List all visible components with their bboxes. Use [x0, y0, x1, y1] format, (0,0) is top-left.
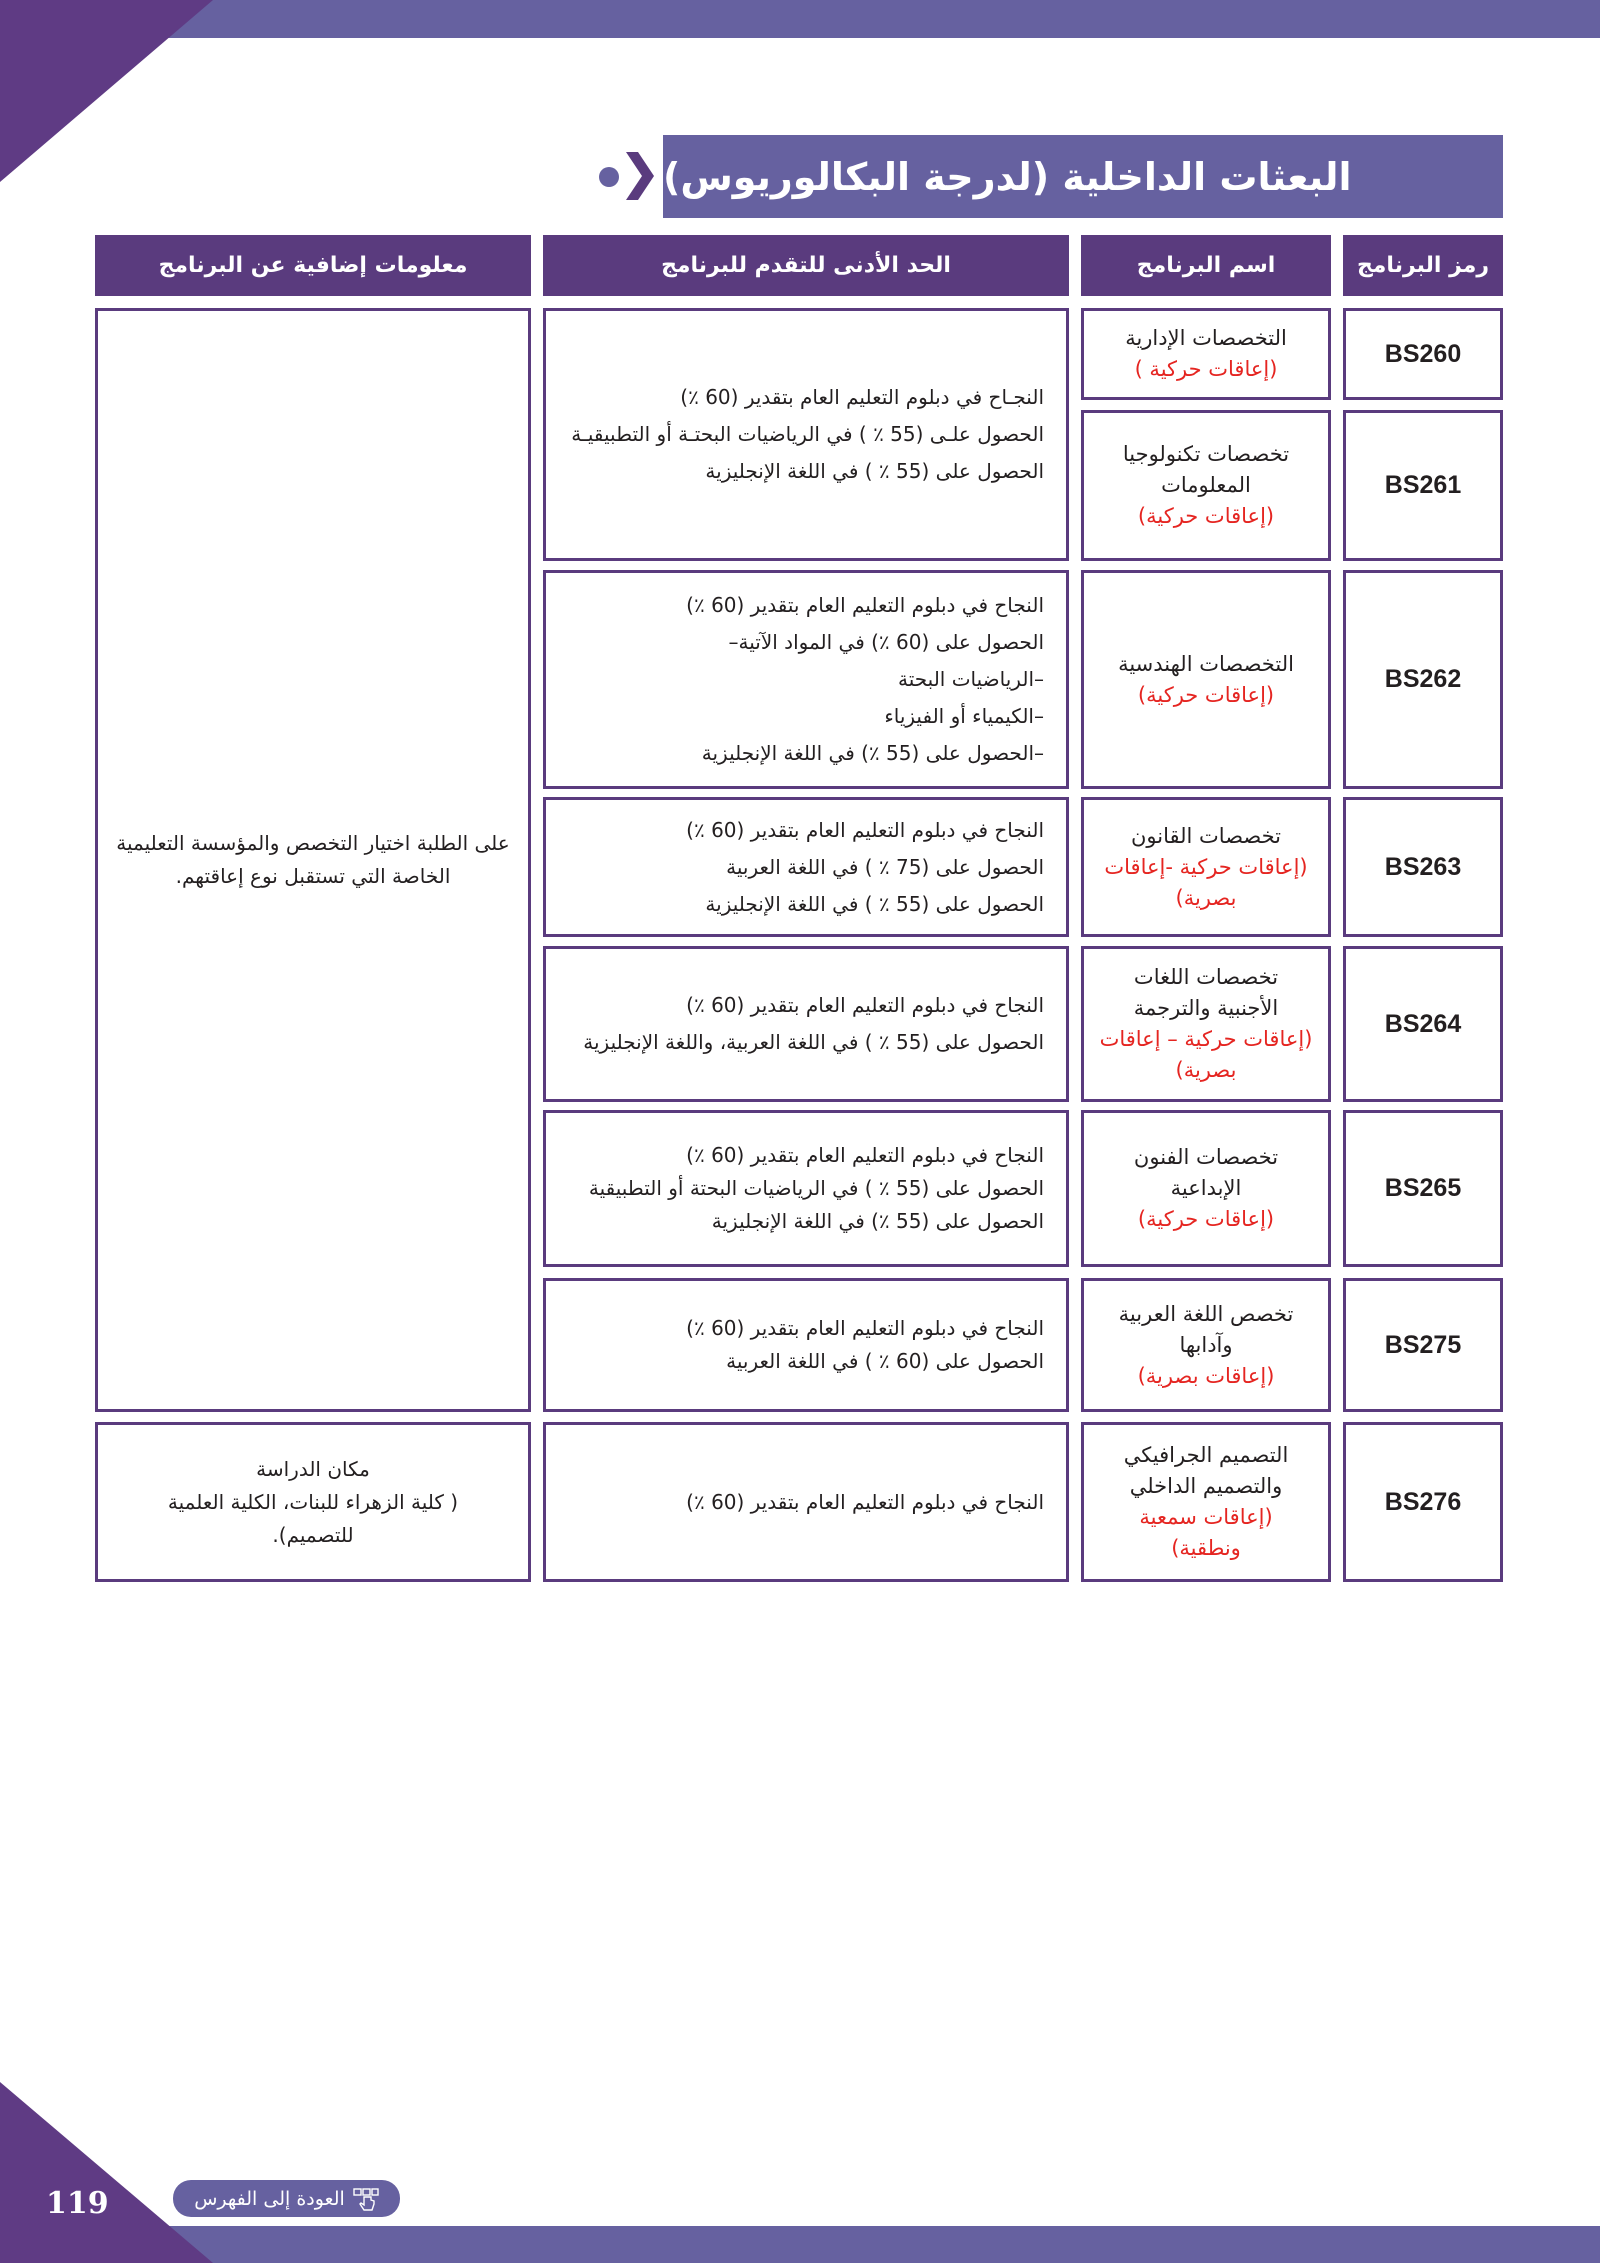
program-name-cell	[1081, 570, 1331, 789]
program-code: BS265	[1384, 1174, 1462, 1202]
back-to-index-label: العودة إلى الفهرس	[194, 2187, 345, 2210]
top-left-corner-triangle	[0, 0, 213, 182]
program-name-cell	[1081, 1110, 1331, 1267]
program-name-cell	[1081, 1422, 1331, 1582]
requirement-cell	[543, 946, 1069, 1102]
program-code: BS263	[1384, 852, 1462, 881]
program-name-cell	[1081, 308, 1331, 400]
page-number: 119	[46, 2186, 109, 2221]
chevron-bullet-icon	[596, 148, 656, 204]
disability-type: (إعاقات سمعية ونطقية)	[1139, 1505, 1273, 1560]
top-decorative-bar	[0, 0, 1600, 38]
additional-info-cell	[95, 308, 531, 1412]
study-location-title: مكان الدراسة	[256, 1456, 370, 1481]
requirement-line: النجاح في دبلوم التعليم العام بتقدير (60 ٪)	[686, 1316, 1044, 1340]
disability-type: (إعاقات بصرية)	[1137, 1363, 1275, 1388]
header-min-requirement: الحد الأدنى للتقدم للبرنامج	[543, 235, 1069, 296]
requirement-line: –الحصول على (55 ٪) في اللغة الإنجليزية	[701, 741, 1044, 765]
requirement-line: الحصول على (55 ٪ ) في اللغة العربية، واللغة الإنجليزية	[583, 1030, 1044, 1054]
program-name: التصميم الجرافيكي والتصميم الداخلي	[1123, 1443, 1289, 1498]
requirement-line: الحصول علـى (55 ٪ ) في الرياضيات البحتـة أو التطبيقيـة	[571, 422, 1044, 446]
program-name-cell	[1081, 797, 1331, 937]
requirement-cell	[543, 570, 1069, 789]
program-code-cell	[1343, 570, 1503, 789]
additional-info-text: على الطلبة اختيار التخصص والمؤسسة التعليمية الخاصة التي تستقبل نوع إعاقتهم.	[116, 831, 510, 888]
bottom-left-corner-triangle	[0, 2082, 213, 2263]
requirement-line: الحصول على (75 ٪ ) في اللغة العربية	[726, 854, 1044, 879]
requirement-line: النجاح في دبلوم التعليم العام بتقدير (60 ٪)	[686, 1143, 1044, 1167]
disability-type: (إعاقات حركية)	[1137, 1207, 1275, 1231]
disability-type: (إعاقات حركية )	[1134, 357, 1278, 381]
requirement-cell	[543, 308, 1069, 561]
requirement-line: النجاح في دبلوم التعليم العام بتقدير (60 ٪)	[686, 593, 1044, 617]
program-name: تخصصات تكنولوجيا المعلومات	[1122, 442, 1290, 497]
back-to-index-button[interactable]	[173, 2180, 400, 2217]
program-name: تخصصات اللغات الأجنبية والترجمة	[1133, 965, 1279, 1020]
requirement-line: –الرياضيات البحتة	[898, 667, 1044, 691]
program-name-cell	[1081, 410, 1331, 561]
requirement-line: الحصول على (55 ٪ ) في اللغة الإنجليزية	[705, 891, 1044, 916]
program-name-cell	[1081, 946, 1331, 1102]
requirement-line: –الكيمياء أو الفيزياء	[884, 704, 1044, 728]
header-program-code: رمز البرنامج	[1343, 235, 1503, 296]
program-name-cell	[1081, 1278, 1331, 1412]
header-program-name: اسم البرنامج	[1081, 235, 1331, 296]
requirement-line: النجاح في دبلوم التعليم العام بتقدير (60 ٪)	[686, 993, 1044, 1017]
disability-type: (إعاقات حركية -إعاقات بصرية)	[1104, 854, 1308, 910]
page-title	[663, 135, 1503, 218]
study-location-cell	[95, 1422, 531, 1582]
requirement-line: النجاح في دبلوم التعليم العام بتقدير (60 ٪)	[686, 817, 1044, 842]
requirement-line: الحصول على (55 ٪) في اللغة الإنجليزية	[711, 1209, 1044, 1233]
requirement-line: الحصول على (60 ٪ ) في اللغة العربية	[726, 1349, 1044, 1373]
disability-type: (إعاقات حركية – إعاقات بصرية)	[1099, 1027, 1313, 1082]
program-code-cell	[1343, 1422, 1503, 1582]
program-code: BS261	[1384, 471, 1462, 499]
disability-type: (إعاقات حركية)	[1137, 504, 1275, 528]
program-code-cell	[1343, 946, 1503, 1102]
program-code-cell	[1343, 1278, 1503, 1412]
header-additional-info: معلومات إضافية عن البرنامج	[95, 235, 531, 296]
program-name: تخصصات الفنون الإبداعية	[1133, 1145, 1279, 1200]
requirement-line: النجاح في دبلوم التعليم العام بتقدير (60 ٪)	[686, 1489, 1044, 1514]
requirement-cell	[543, 1422, 1069, 1582]
program-code: BS260	[1384, 339, 1462, 368]
requirement-line: النجـاح في دبلوم التعليم العام بتقدير (60 ٪)	[680, 385, 1044, 409]
requirement-line: الحصول على (55 ٪ ) في اللغة الإنجليزية	[705, 459, 1044, 483]
requirement-line: الحصول على (55 ٪ ) في الرياضيات البحتة أو التطبيقية	[588, 1176, 1044, 1200]
disability-type: (إعاقات حركية)	[1137, 682, 1275, 707]
study-location-text: ( كلية الزهراء للبنات، الكلية العلمية للتصميم).	[167, 1489, 459, 1547]
page-title-text: البعثات الداخلية (لدرجة البكالوريوس)	[663, 154, 1352, 199]
program-code: BS276	[1384, 1487, 1462, 1516]
program-name: تخصصات القانون	[1130, 823, 1282, 848]
program-code: BS275	[1384, 1330, 1462, 1359]
requirement-cell	[543, 797, 1069, 937]
program-name: التخصصات الهندسية	[1118, 651, 1294, 676]
requirement-line: الحصول على (60 ٪) في المواد الآتية–	[728, 630, 1044, 654]
program-code: BS262	[1384, 665, 1462, 693]
program-name: تخصص اللغة العربية وآدابها	[1118, 1301, 1294, 1357]
requirement-cell	[543, 1278, 1069, 1412]
program-code-cell	[1343, 308, 1503, 400]
program-name: التخصصات الإدارية	[1125, 326, 1287, 350]
program-code-cell	[1343, 410, 1503, 561]
hand-pointer-index-icon	[353, 2187, 379, 2211]
program-code: BS264	[1384, 1009, 1462, 1038]
bottom-decorative-bar	[0, 2226, 1600, 2263]
program-code-cell	[1343, 797, 1503, 937]
requirement-cell	[543, 1110, 1069, 1267]
program-code-cell	[1343, 1110, 1503, 1267]
